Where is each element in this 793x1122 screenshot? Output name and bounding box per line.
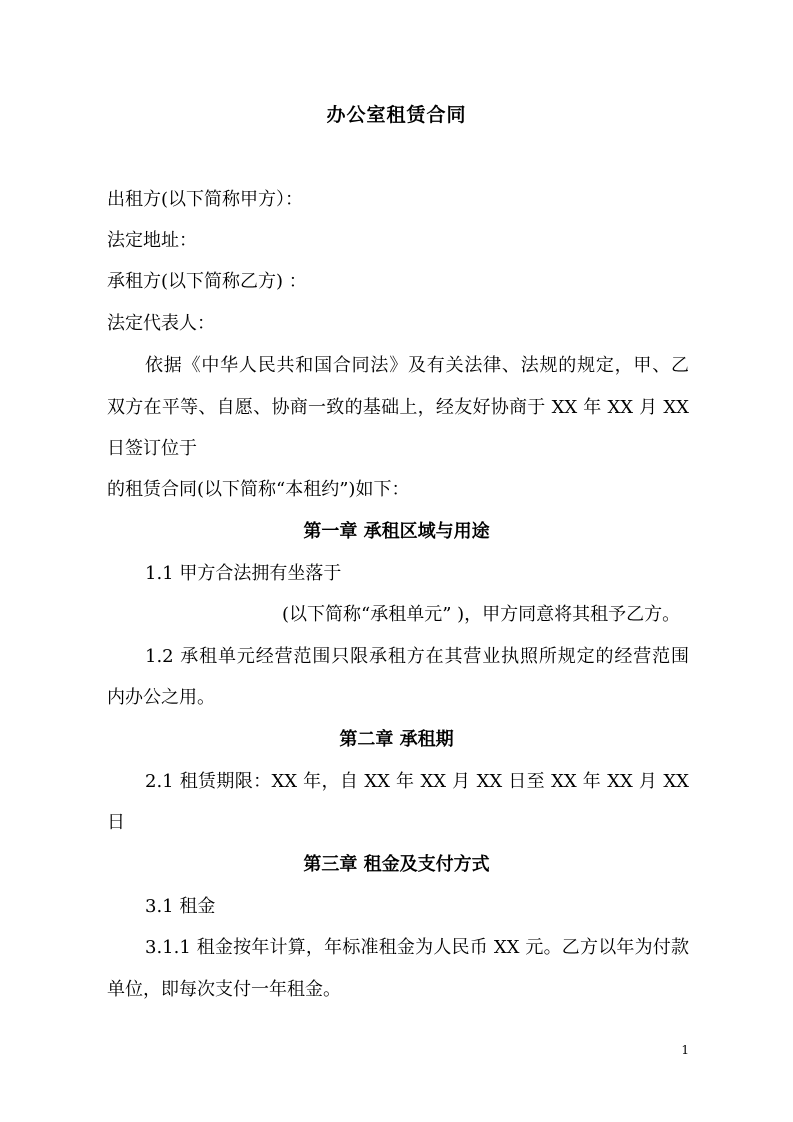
preamble-line-2: 双方在平等、自愿、协商一致的基础上，经友好协商于 XX 年 XX 月 XX [107,397,689,418]
document-title: 办公室租赁合同 [326,104,467,126]
legal-representative-line: 法定代表人： [107,313,215,334]
chapter-1-heading: 第一章 承租区域与用途 [303,521,490,542]
chapter-3-heading: 第三章 租金及支付方式 [303,854,490,875]
clause-3-1-1-line-1: 3.1.1 租金按年计算，年标准租金为人民币 XX 元。乙方以年为付款 [145,937,689,958]
preamble-line-4: 的租赁合同(以下简称“本租约”)如下： [107,479,410,500]
clause-3-1-1-line-2: 单位，即每次支付一年租金。 [107,979,341,1000]
clause-2-1-line-1: 2.1 租赁期限：XX 年，自 XX 年 XX 月 XX 日至 XX 年 XX 月 XX [145,771,689,792]
clause-1-1-line-2: (以下简称“承租单元” )，甲方同意将其租予乙方。 [282,604,681,625]
preamble-line-1: 依据《中华人民共和国合同法》及有关法律、法规的规定，甲、乙 [145,355,689,376]
preamble-line-3: 日签订位于 [107,438,197,459]
lessor-line: 出租方(以下简称甲方）： [107,189,304,210]
clause-2-1-line-2: 日 [107,812,125,833]
lessor-address-line: 法定地址： [107,230,197,251]
clause-3-1-line: 3.1 租金 [145,896,216,917]
page-number: 1 [681,1043,689,1057]
chapter-2-heading: 第二章 承租期 [339,729,454,750]
lessee-line: 承租方(以下简称乙方) ： [107,271,307,292]
clause-1-2-line-2: 内办公之用。 [107,687,215,708]
clause-1-1-line-1: 1.1 甲方合法拥有坐落于 [145,563,342,584]
clause-1-2-line-1: 1.2 承租单元经营范围只限承租方在其营业执照所规定的经营范围 [145,646,689,667]
